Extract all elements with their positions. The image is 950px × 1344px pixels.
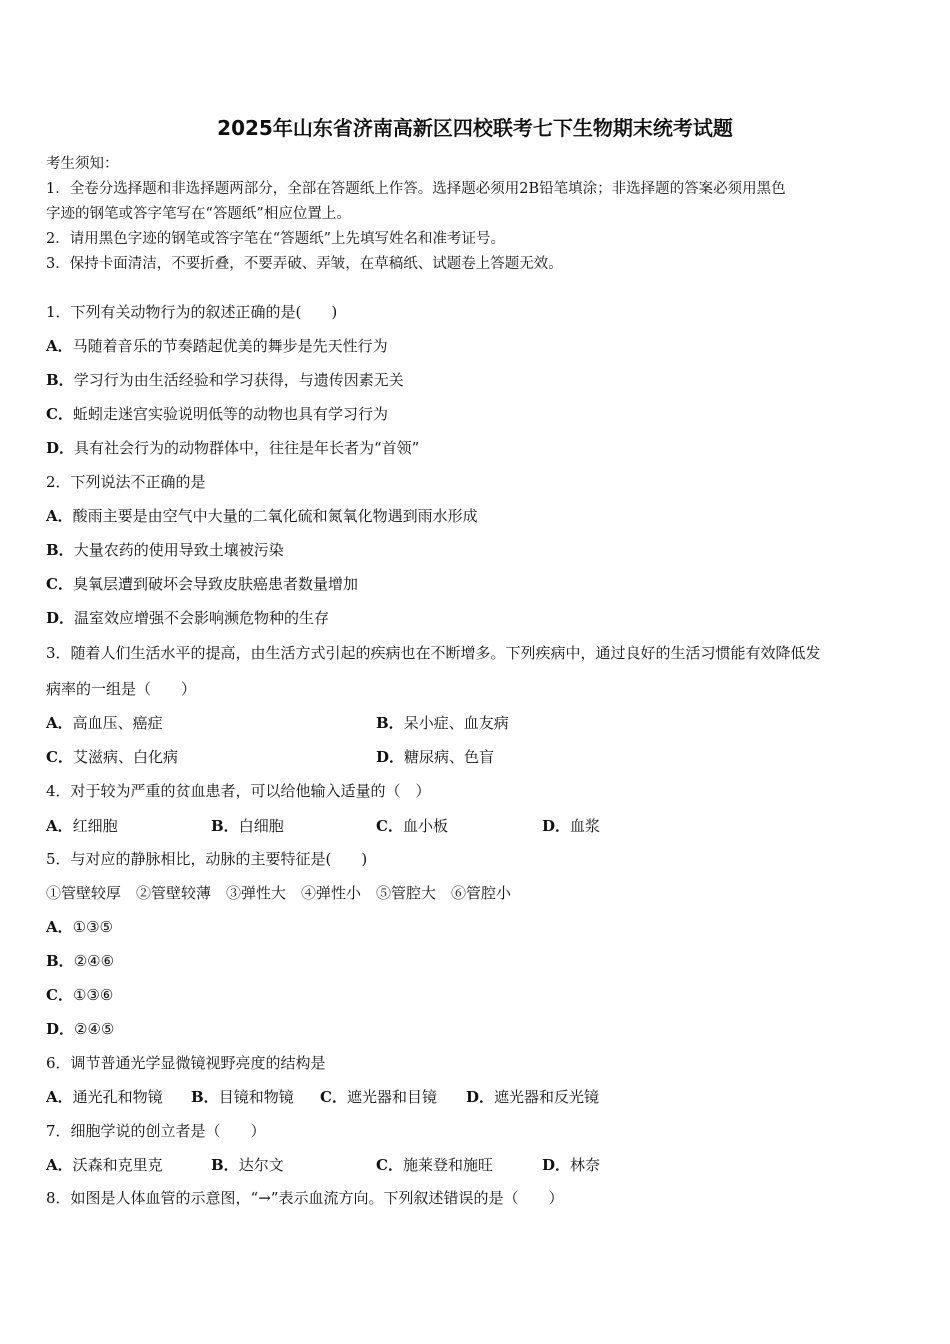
- option-text: 具有社会行为的动物群体中，往往是年长者为“首领”: [74, 439, 420, 457]
- option-text: 糖尿病、色盲: [404, 748, 495, 766]
- option-label: B．: [376, 714, 404, 732]
- question-7-stem: 7．细胞学说的创立者是（ ）: [46, 1122, 266, 1140]
- option-label: B．: [46, 541, 74, 559]
- option-label: D．: [542, 1156, 571, 1174]
- question-2-option-c[interactable]: [46, 573, 358, 594]
- option-text: 沃森和克里克: [72, 1156, 163, 1174]
- question-6-option-c[interactable]: [320, 1086, 437, 1107]
- option-label: A．: [46, 714, 73, 732]
- question-4-option-b[interactable]: [211, 815, 284, 836]
- question-2-option-b[interactable]: [46, 539, 284, 560]
- question-3-option-c[interactable]: [46, 746, 178, 767]
- question-4-option-c[interactable]: [376, 815, 448, 836]
- option-text: 施莱登和施旺: [402, 1156, 493, 1174]
- option-label: B．: [211, 1156, 239, 1174]
- option-text: 高血压、癌症: [72, 714, 163, 732]
- exam-title: 2025年山东省济南高新区四校联考七下生物期末统考试题: [217, 116, 733, 140]
- option-text: ②④⑤: [74, 1020, 115, 1038]
- option-text: 温室效应增强不会影响濒危物种的生存: [74, 609, 330, 627]
- option-text: 艾滋病、白化病: [72, 748, 178, 766]
- question-2-option-d[interactable]: [46, 607, 329, 628]
- option-text: 大量农药的使用导致土壤被污染: [73, 541, 284, 559]
- option-label: D．: [466, 1088, 495, 1106]
- option-label: A．: [46, 817, 73, 835]
- option-label: B．: [191, 1088, 219, 1106]
- option-label: C．: [376, 817, 403, 835]
- option-label: D．: [376, 748, 405, 766]
- option-text: 遮光器和目镜: [346, 1088, 437, 1106]
- question-6-option-a[interactable]: [46, 1086, 163, 1107]
- option-label: A．: [46, 918, 73, 936]
- question-3-stem: 3．随着人们生活水平的提高，由生活方式引起的疾病也在不断增多。下列疾病中，通过良好的生活习惯能有效降低发: [46, 644, 821, 662]
- option-label: A．: [46, 1156, 73, 1174]
- option-text: ①③⑤: [72, 918, 113, 936]
- option-label: A．: [46, 337, 73, 355]
- option-label: C．: [46, 575, 73, 593]
- option-label: C．: [46, 986, 73, 1004]
- question-1-stem: 1．下列有关动物行为的叙述正确的是( ): [46, 303, 338, 321]
- question-5-stem: 5．与对应的静脉相比，动脉的主要特征是( ): [46, 850, 368, 868]
- option-label: B．: [211, 817, 239, 835]
- notice-item: 1．全卷分选择题和非选择题两部分，全部在答题纸上作答。选择题必须用2B铅笔填涂；非选择题的答案必须用黑色: [46, 181, 786, 197]
- option-label: B．: [46, 952, 74, 970]
- question-5-option-d[interactable]: [46, 1018, 114, 1039]
- option-label: C．: [46, 405, 73, 423]
- question-5-option-a[interactable]: [46, 916, 113, 937]
- option-label: D．: [46, 1020, 75, 1038]
- option-label: B．: [46, 371, 74, 389]
- question-3-stem-cont: 病率的一组是（ ）: [46, 680, 197, 698]
- option-label: C．: [320, 1088, 347, 1106]
- question-7-option-b[interactable]: [211, 1154, 284, 1175]
- option-text: 林奈: [570, 1156, 601, 1174]
- question-1-option-a[interactable]: [46, 335, 388, 356]
- question-7-option-a[interactable]: [46, 1154, 163, 1175]
- question-4-stem: 4．对于较为严重的贫血患者，可以给他输入适量的（ ）: [46, 782, 431, 800]
- option-label: D．: [542, 817, 571, 835]
- notice-heading: 考生须知：: [46, 156, 119, 172]
- question-4-option-d[interactable]: [542, 815, 600, 836]
- option-text: 白细胞: [238, 817, 284, 835]
- question-5-features: ①管壁较厚 ②管壁较薄 ③弹性大 ④弹性小 ⑤管腔大 ⑥管腔小: [46, 884, 512, 902]
- option-label: A．: [46, 1088, 73, 1106]
- question-7-option-d[interactable]: [542, 1154, 600, 1175]
- option-label: A．: [46, 507, 73, 525]
- question-1-option-c[interactable]: [46, 403, 388, 424]
- option-text: 呆小症、血友病: [403, 714, 509, 732]
- question-1-option-d[interactable]: [46, 437, 419, 458]
- question-1-option-b[interactable]: [46, 369, 404, 390]
- question-4-option-a[interactable]: [46, 815, 118, 836]
- question-3-option-a[interactable]: [46, 712, 163, 733]
- option-text: 血浆: [570, 817, 601, 835]
- option-text: 蚯蚓走迷宫实验说明低等的动物也具有学习行为: [72, 405, 388, 423]
- option-text: ①③⑥: [72, 986, 114, 1004]
- option-text: 臭氧层遭到破坏会导致皮肤癌患者数量增加: [72, 575, 358, 593]
- option-text: 遮光器和反光镜: [494, 1088, 600, 1106]
- notice-item: 字迹的钢笔或答字笔写在“答题纸”相应位置上。: [46, 206, 351, 222]
- question-6-stem: 6．调节普通光学显微镜视野亮度的结构是: [46, 1054, 326, 1072]
- notice-item: 3．保持卡面清洁，不要折叠，不要弄破、弄皱，在草稿纸、试题卷上答题无效。: [46, 256, 563, 272]
- option-text: 酸雨主要是由空气中大量的二氧化硫和氮氧化物遇到雨水形成: [72, 507, 478, 525]
- question-5-option-c[interactable]: [46, 984, 113, 1005]
- question-3-option-b[interactable]: [376, 712, 509, 733]
- option-text: 红细胞: [72, 817, 118, 835]
- option-text: 血小板: [402, 817, 448, 835]
- option-text: 马随着音乐的节奏踏起优美的舞步是先天性行为: [72, 337, 388, 355]
- option-label: D．: [46, 609, 75, 627]
- option-label: C．: [46, 748, 73, 766]
- option-label: C．: [376, 1156, 403, 1174]
- option-text: 目镜和物镜: [218, 1088, 294, 1106]
- option-text: 学习行为由生活经验和学习获得，与遗传因素无关: [73, 371, 404, 389]
- question-3-option-d[interactable]: [376, 746, 494, 767]
- question-7-option-c[interactable]: [376, 1154, 493, 1175]
- question-8-stem: 8．如图是人体血管的示意图，“→”表示血流方向。下列叙述错误的是（ ）: [46, 1189, 564, 1207]
- option-label: D．: [46, 439, 75, 457]
- question-6-option-b[interactable]: [191, 1086, 294, 1107]
- option-text: 达尔文: [238, 1156, 284, 1174]
- question-2-option-a[interactable]: [46, 505, 478, 526]
- question-2-stem: 2．下列说法不正确的是: [46, 473, 206, 491]
- question-5-option-b[interactable]: [46, 950, 114, 971]
- notice-item: 2．请用黑色字迹的钢笔或答字笔在“答题纸”上先填写姓名和准考证号。: [46, 231, 506, 247]
- question-6-option-d[interactable]: [466, 1086, 599, 1107]
- option-text: ②④⑥: [73, 952, 115, 970]
- option-text: 通光孔和物镜: [72, 1088, 163, 1106]
